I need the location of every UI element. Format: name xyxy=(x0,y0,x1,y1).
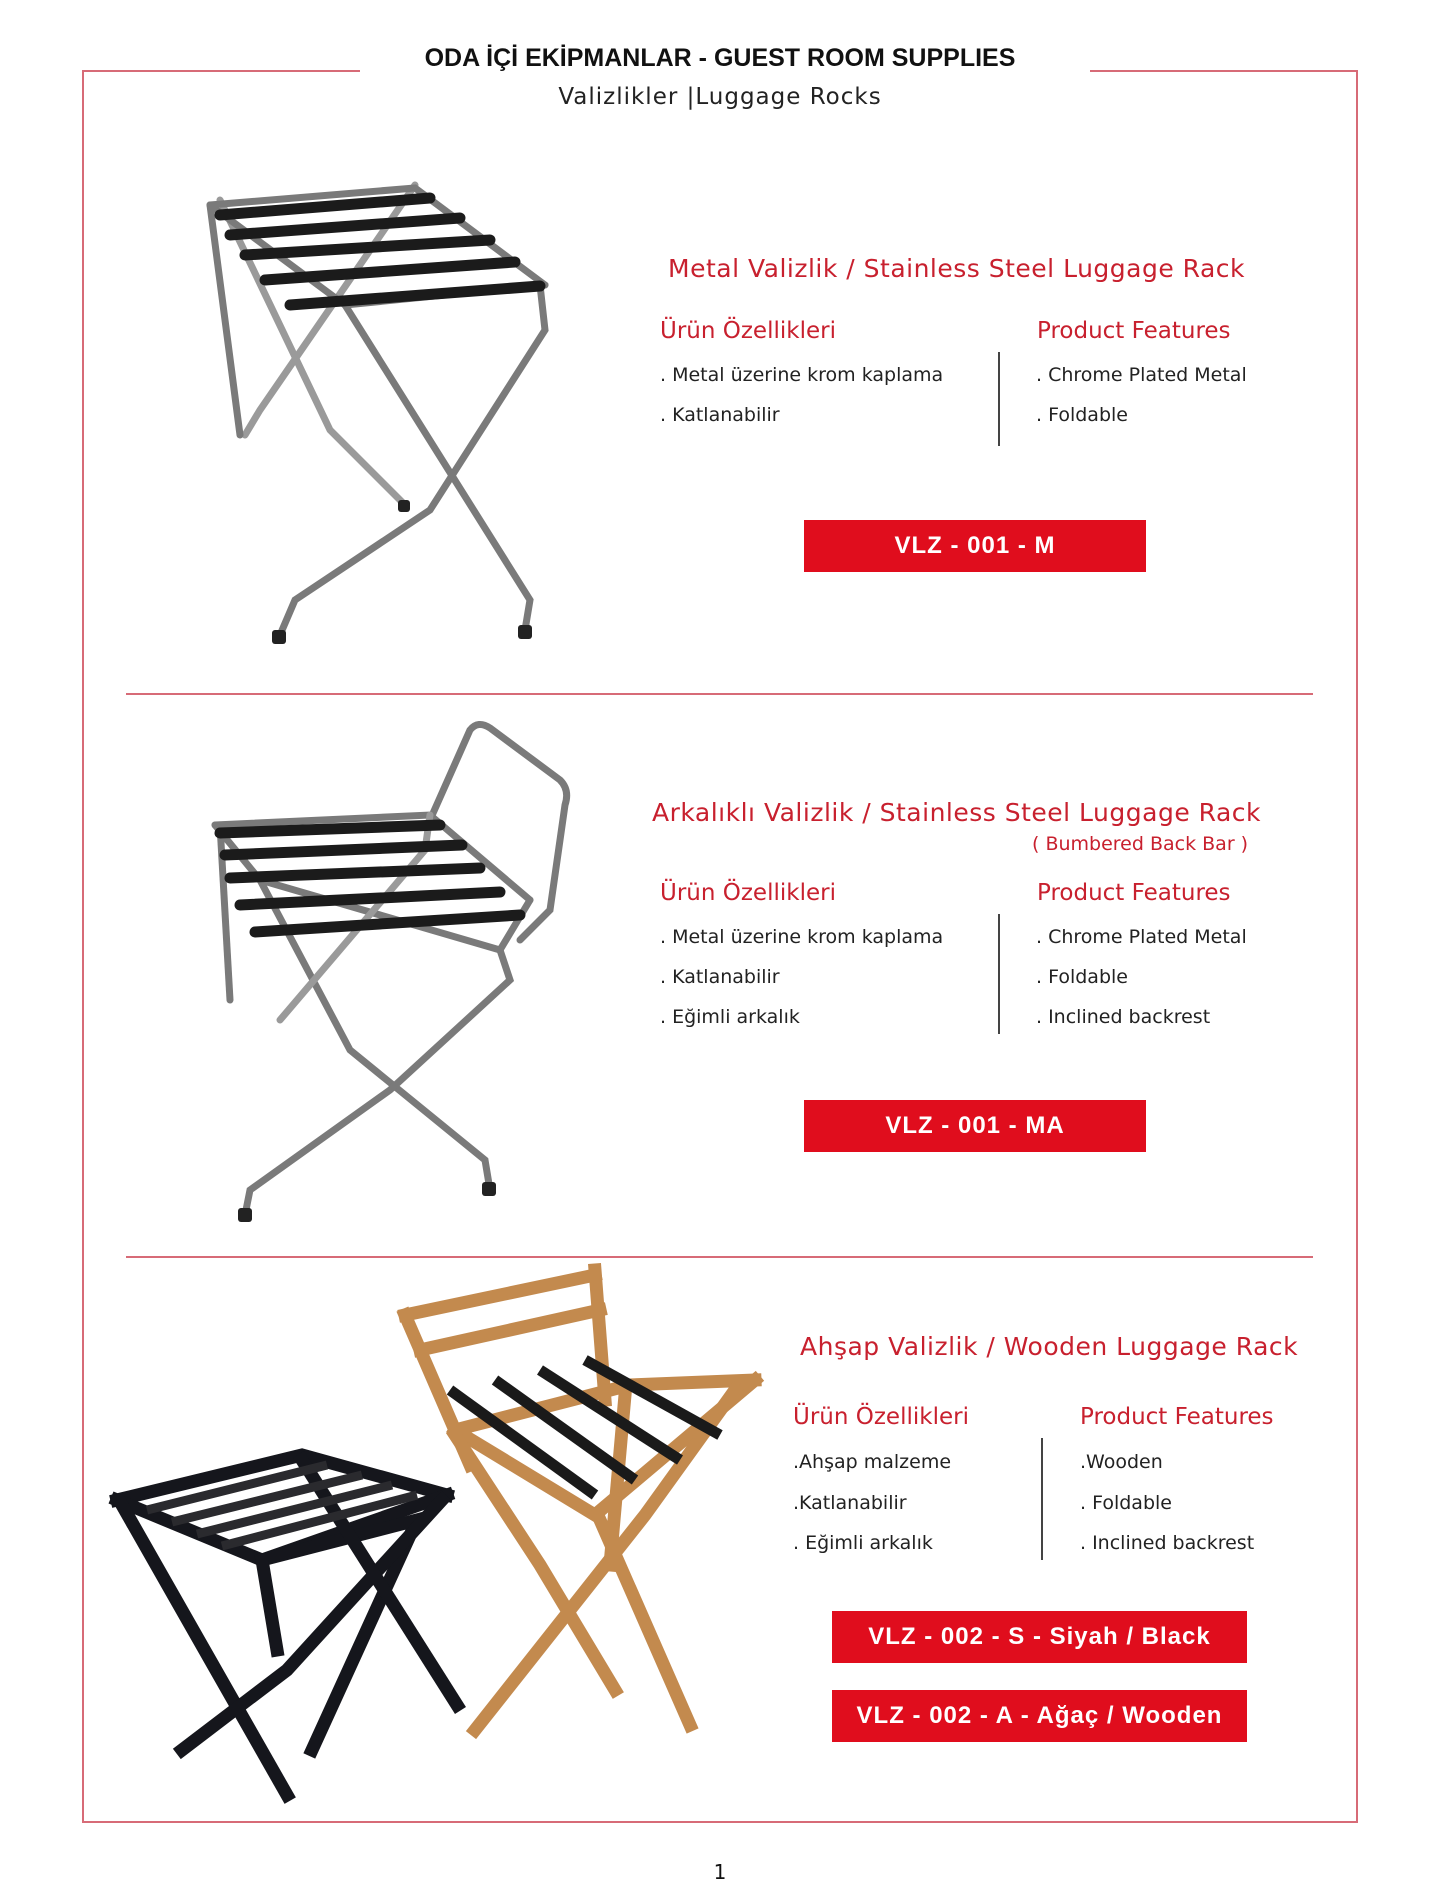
product-3-divider xyxy=(1041,1438,1043,1560)
section-separator xyxy=(126,1256,1313,1258)
frame-bottom xyxy=(82,1821,1358,1823)
product-1-title: Metal Valizlik / Stainless Steel Luggage Rack xyxy=(668,254,1246,283)
product-2-tr-feature: . Katlanabilir xyxy=(660,966,780,988)
product-2-en-feature: . Chrome Plated Metal xyxy=(1036,926,1247,948)
product-3-tr-feature: . Eğimli arkalık xyxy=(793,1532,933,1554)
product-3-tr-feature: .Ahşap malzeme xyxy=(793,1451,952,1473)
product-2-tr-feature: . Metal üzerine krom kaplama xyxy=(660,926,944,948)
metal-luggage-rack-image xyxy=(200,180,560,640)
section-separator xyxy=(126,693,1313,695)
product-2-tr-heading: Ürün Özellikleri xyxy=(660,880,836,906)
page-subtitle: Valizlikler |Luggage Rocks xyxy=(558,84,882,110)
product-2-tr-feature: . Eğimli arkalık xyxy=(660,1006,800,1028)
product-1-en-heading: Product Features xyxy=(1037,318,1231,344)
product-2-note: ( Bumbered Back Bar ) xyxy=(1032,833,1249,855)
frame-left xyxy=(82,70,84,1822)
product-3-en-feature: .Wooden xyxy=(1080,1451,1163,1473)
product-1-en-feature: . Chrome Plated Metal xyxy=(1036,364,1247,386)
product-2-en-feature: . Inclined backrest xyxy=(1036,1006,1211,1028)
product-1-tr-feature: . Katlanabilir xyxy=(660,404,780,426)
product-3-title: Ahşap Valizlik / Wooden Luggage Rack xyxy=(800,1332,1299,1361)
product-2-en-feature: . Foldable xyxy=(1036,966,1128,988)
product-1-en-feature: . Foldable xyxy=(1036,404,1128,426)
product-1-divider xyxy=(998,352,1000,446)
product-2-title: Arkalıklı Valizlik / Stainless Steel Luggage Rack xyxy=(652,798,1262,827)
page-title: ODA İÇİ EKİPMANLAR - GUEST ROOM SUPPLIES xyxy=(424,44,1016,72)
product-1-tr-heading: Ürün Özellikleri xyxy=(660,318,836,344)
product-3-en-feature: . Foldable xyxy=(1080,1492,1172,1514)
product-2-en-heading: Product Features xyxy=(1037,880,1231,906)
product-1-tr-feature: . Metal üzerine krom kaplama xyxy=(660,364,944,386)
metal-luggage-rack-backrest-image xyxy=(200,720,580,1220)
product-3-en-heading: Product Features xyxy=(1080,1404,1274,1430)
natural-wooden-luggage-rack-image xyxy=(395,1265,775,1745)
product-2-code-badge: VLZ - 001 - MA xyxy=(804,1100,1146,1152)
product-3-code-badge-wooden: VLZ - 002 - A - Ağaç / Wooden xyxy=(832,1690,1247,1742)
frame-right xyxy=(1356,70,1358,1822)
page-number: 1 xyxy=(713,1860,727,1884)
product-3-tr-feature: .Katlanabilir xyxy=(793,1492,907,1514)
product-2-divider xyxy=(998,914,1000,1034)
product-3-en-feature: . Inclined backrest xyxy=(1080,1532,1255,1554)
product-3-tr-heading: Ürün Özellikleri xyxy=(793,1404,969,1430)
product-1-code-badge: VLZ - 001 - M xyxy=(804,520,1146,572)
product-3-code-badge-black: VLZ - 002 - S - Siyah / Black xyxy=(832,1611,1247,1663)
